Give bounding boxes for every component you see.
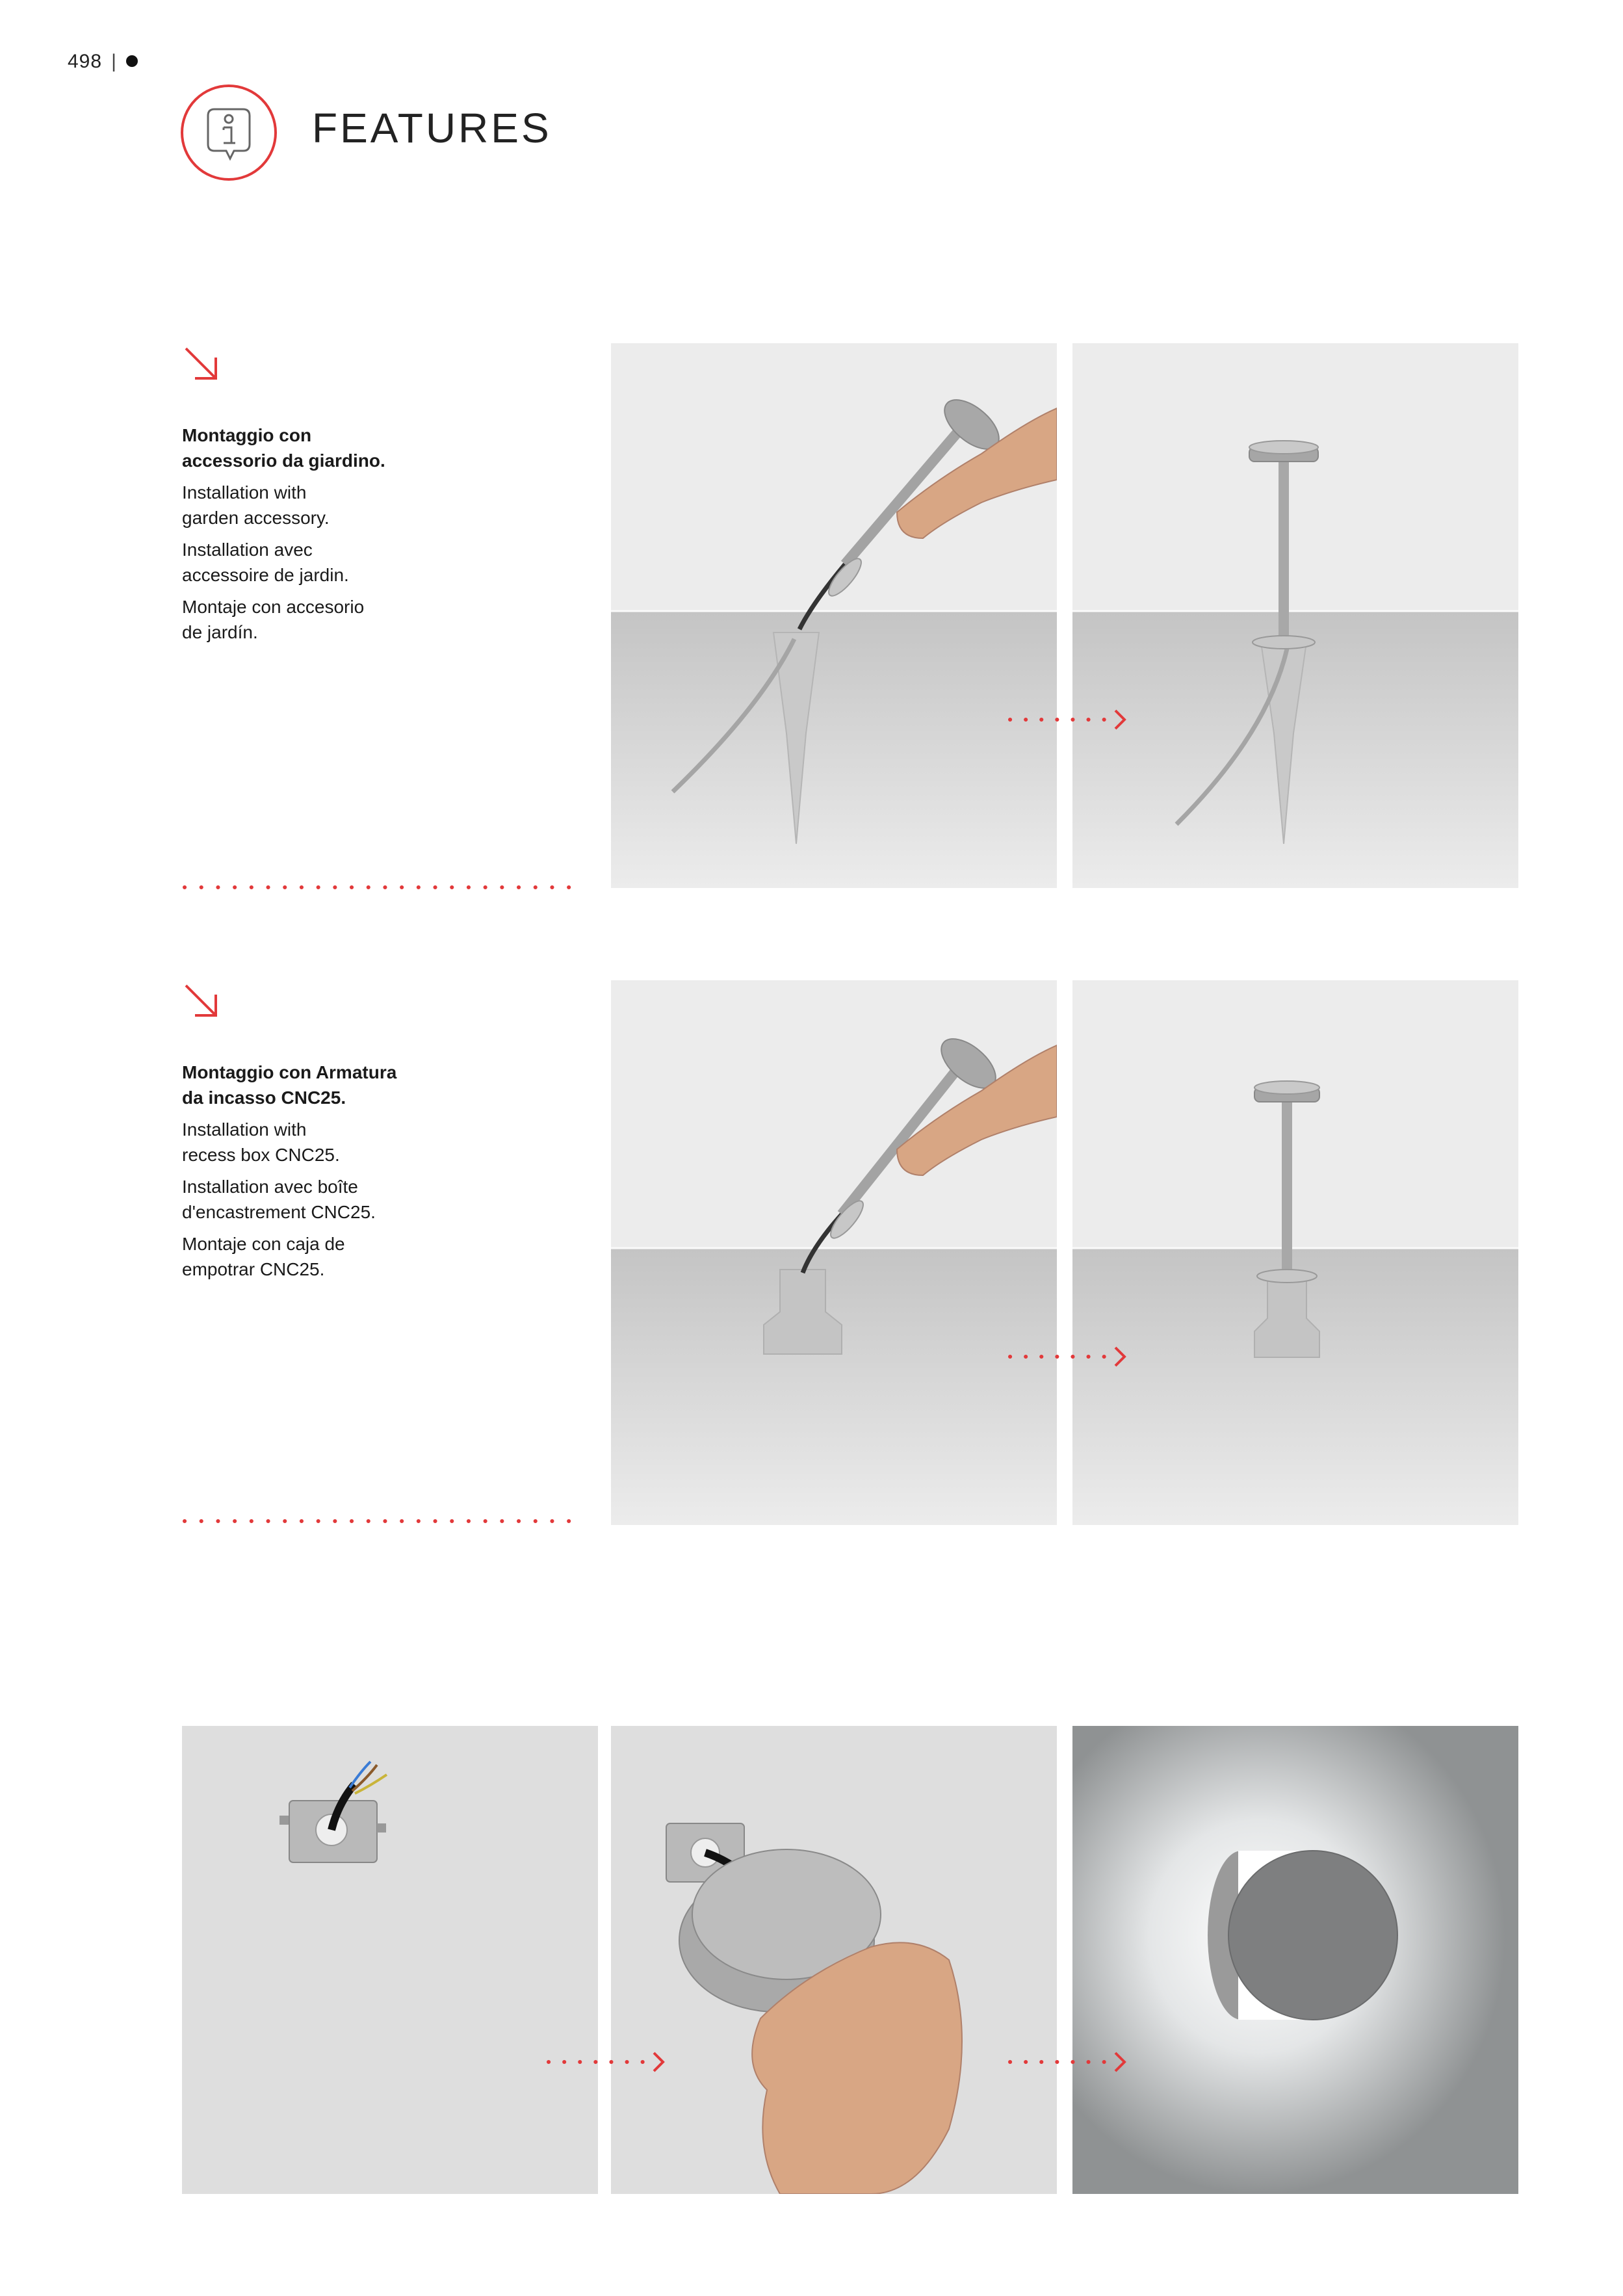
step-arrow-icon [1007, 1342, 1137, 1371]
recess-install-step-2-image [1072, 980, 1518, 1525]
arrow-down-right-icon [182, 982, 221, 1021]
dotted-divider [182, 1515, 572, 1528]
info-speech-bubble-icon [179, 83, 278, 182]
section-1-title: Montaggio con accessorio da giardino. [182, 425, 385, 471]
step-arrow-icon [1007, 2048, 1137, 2076]
wall-light-mounting-image [611, 1726, 1057, 2194]
page-title: FEATURES [312, 105, 552, 151]
section-2-title: Montaggio con Armatura da incasso CNC25. [182, 1062, 397, 1108]
page-number: 498 | [68, 51, 138, 73]
step-arrow-icon [1007, 705, 1137, 734]
section-1-text [182, 423, 455, 651]
section-2-spanish: Montaje con caja de empotrar CNC25. [182, 1234, 345, 1279]
garden-install-step-1-image [611, 343, 1057, 888]
arrow-down-right-icon [182, 345, 221, 384]
section-2-french: Installation avec boîte d'encastrement CNC25. [182, 1177, 376, 1222]
wall-light-illuminated-image [1072, 1726, 1518, 2194]
section-2-text [182, 1060, 455, 1288]
bullet-dot-icon [126, 55, 138, 67]
section-1-french: Installation avec accessoire de jardin. [182, 540, 349, 585]
recess-install-step-1-image [611, 980, 1057, 1525]
garden-install-step-2-image [1072, 343, 1518, 888]
dotted-divider [182, 881, 572, 894]
section-1-spanish: Montaje con accesorio de jardín. [182, 597, 365, 642]
section-1-english: Installation with garden accessory. [182, 482, 330, 528]
section-2-english: Installation with recess box CNC25. [182, 1119, 340, 1165]
step-arrow-icon [546, 2048, 676, 2076]
wall-box-wiring-image [182, 1726, 598, 2194]
